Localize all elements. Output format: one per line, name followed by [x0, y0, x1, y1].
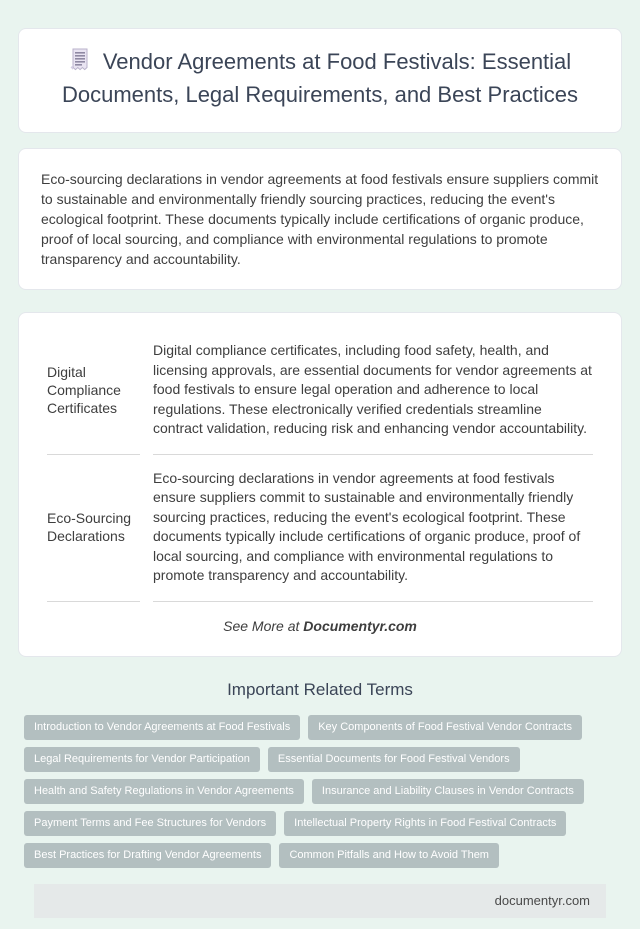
term-cell: Eco-Sourcing Declarations [47, 455, 140, 602]
related-term-tag[interactable]: Introduction to Vendor Agreements at Food Festivals [24, 715, 300, 740]
receipt-icon [69, 47, 90, 80]
footer-bar [34, 884, 606, 918]
footer-site-label: documentyr.com [494, 892, 590, 908]
related-term-tag[interactable]: Health and Safety Regulations in Vendor Agreements [24, 779, 304, 804]
related-term-tag[interactable]: Insurance and Liability Clauses in Vendor Contracts [312, 779, 584, 804]
related-terms-heading: Important Related Terms [227, 679, 413, 699]
definitions-card [18, 312, 622, 657]
description-cell: Eco-sourcing declarations in vendor agreements at food festivals ensure suppliers commit to sustainable and environmentally friendly sourcing practices, reducing the event's ecological footprint. These documents typically include certifications of organic produce, proof of local sourcing, and compliance with environmental regulations to promote transparency and accountability. [153, 455, 593, 602]
table-row [47, 455, 593, 602]
title-card [18, 28, 622, 133]
related-terms-list [24, 715, 618, 868]
related-term-tag[interactable]: Essential Documents for Food Festival Vendors [268, 747, 520, 772]
page-title-text: Vendor Agreements at Food Festivals: Essential Documents, Legal Requirements, and Best Practices [61, 49, 579, 107]
summary-text: Eco-sourcing declarations in vendor agreements at food festivals ensure suppliers commit to sustainable and environmentally friendly sourcing practices, reducing the event's ecological footprint. These documents typically include certifications of organic produce, proof of local sourcing, and compliance with environmental regulations to promote transparency and accountability. [41, 171, 599, 267]
related-term-tag[interactable]: Legal Requirements for Vendor Participation [24, 747, 260, 772]
page-title [45, 47, 595, 110]
table-row [47, 327, 593, 455]
description-cell: Digital compliance certificates, including food safety, health, and licensing approvals, are essential documents for vendor agreements at food festivals to ensure legal operation and adherence to local regulations. These electronically verified credentials streamline contract validation, reducing risk and enhancing vendor accountability. [153, 327, 593, 455]
related-term-tag[interactable]: Intellectual Property Rights in Food Festival Contracts [284, 811, 566, 836]
related-term-tag[interactable]: Best Practices for Drafting Vendor Agreements [24, 843, 271, 868]
related-term-tag[interactable]: Payment Terms and Fee Structures for Vendors [24, 811, 276, 836]
definitions-table [34, 327, 606, 602]
see-more-brand: Documentyr.com [303, 617, 417, 634]
summary-card [18, 148, 622, 290]
see-more-line [34, 618, 606, 634]
related-term-tag[interactable]: Common Pitfalls and How to Avoid Them [279, 843, 499, 868]
related-term-tag[interactable]: Key Components of Food Festival Vendor Contracts [308, 715, 582, 740]
see-more-prefix: See More at [223, 617, 304, 634]
term-cell: Digital Compliance Certificates [47, 327, 140, 455]
